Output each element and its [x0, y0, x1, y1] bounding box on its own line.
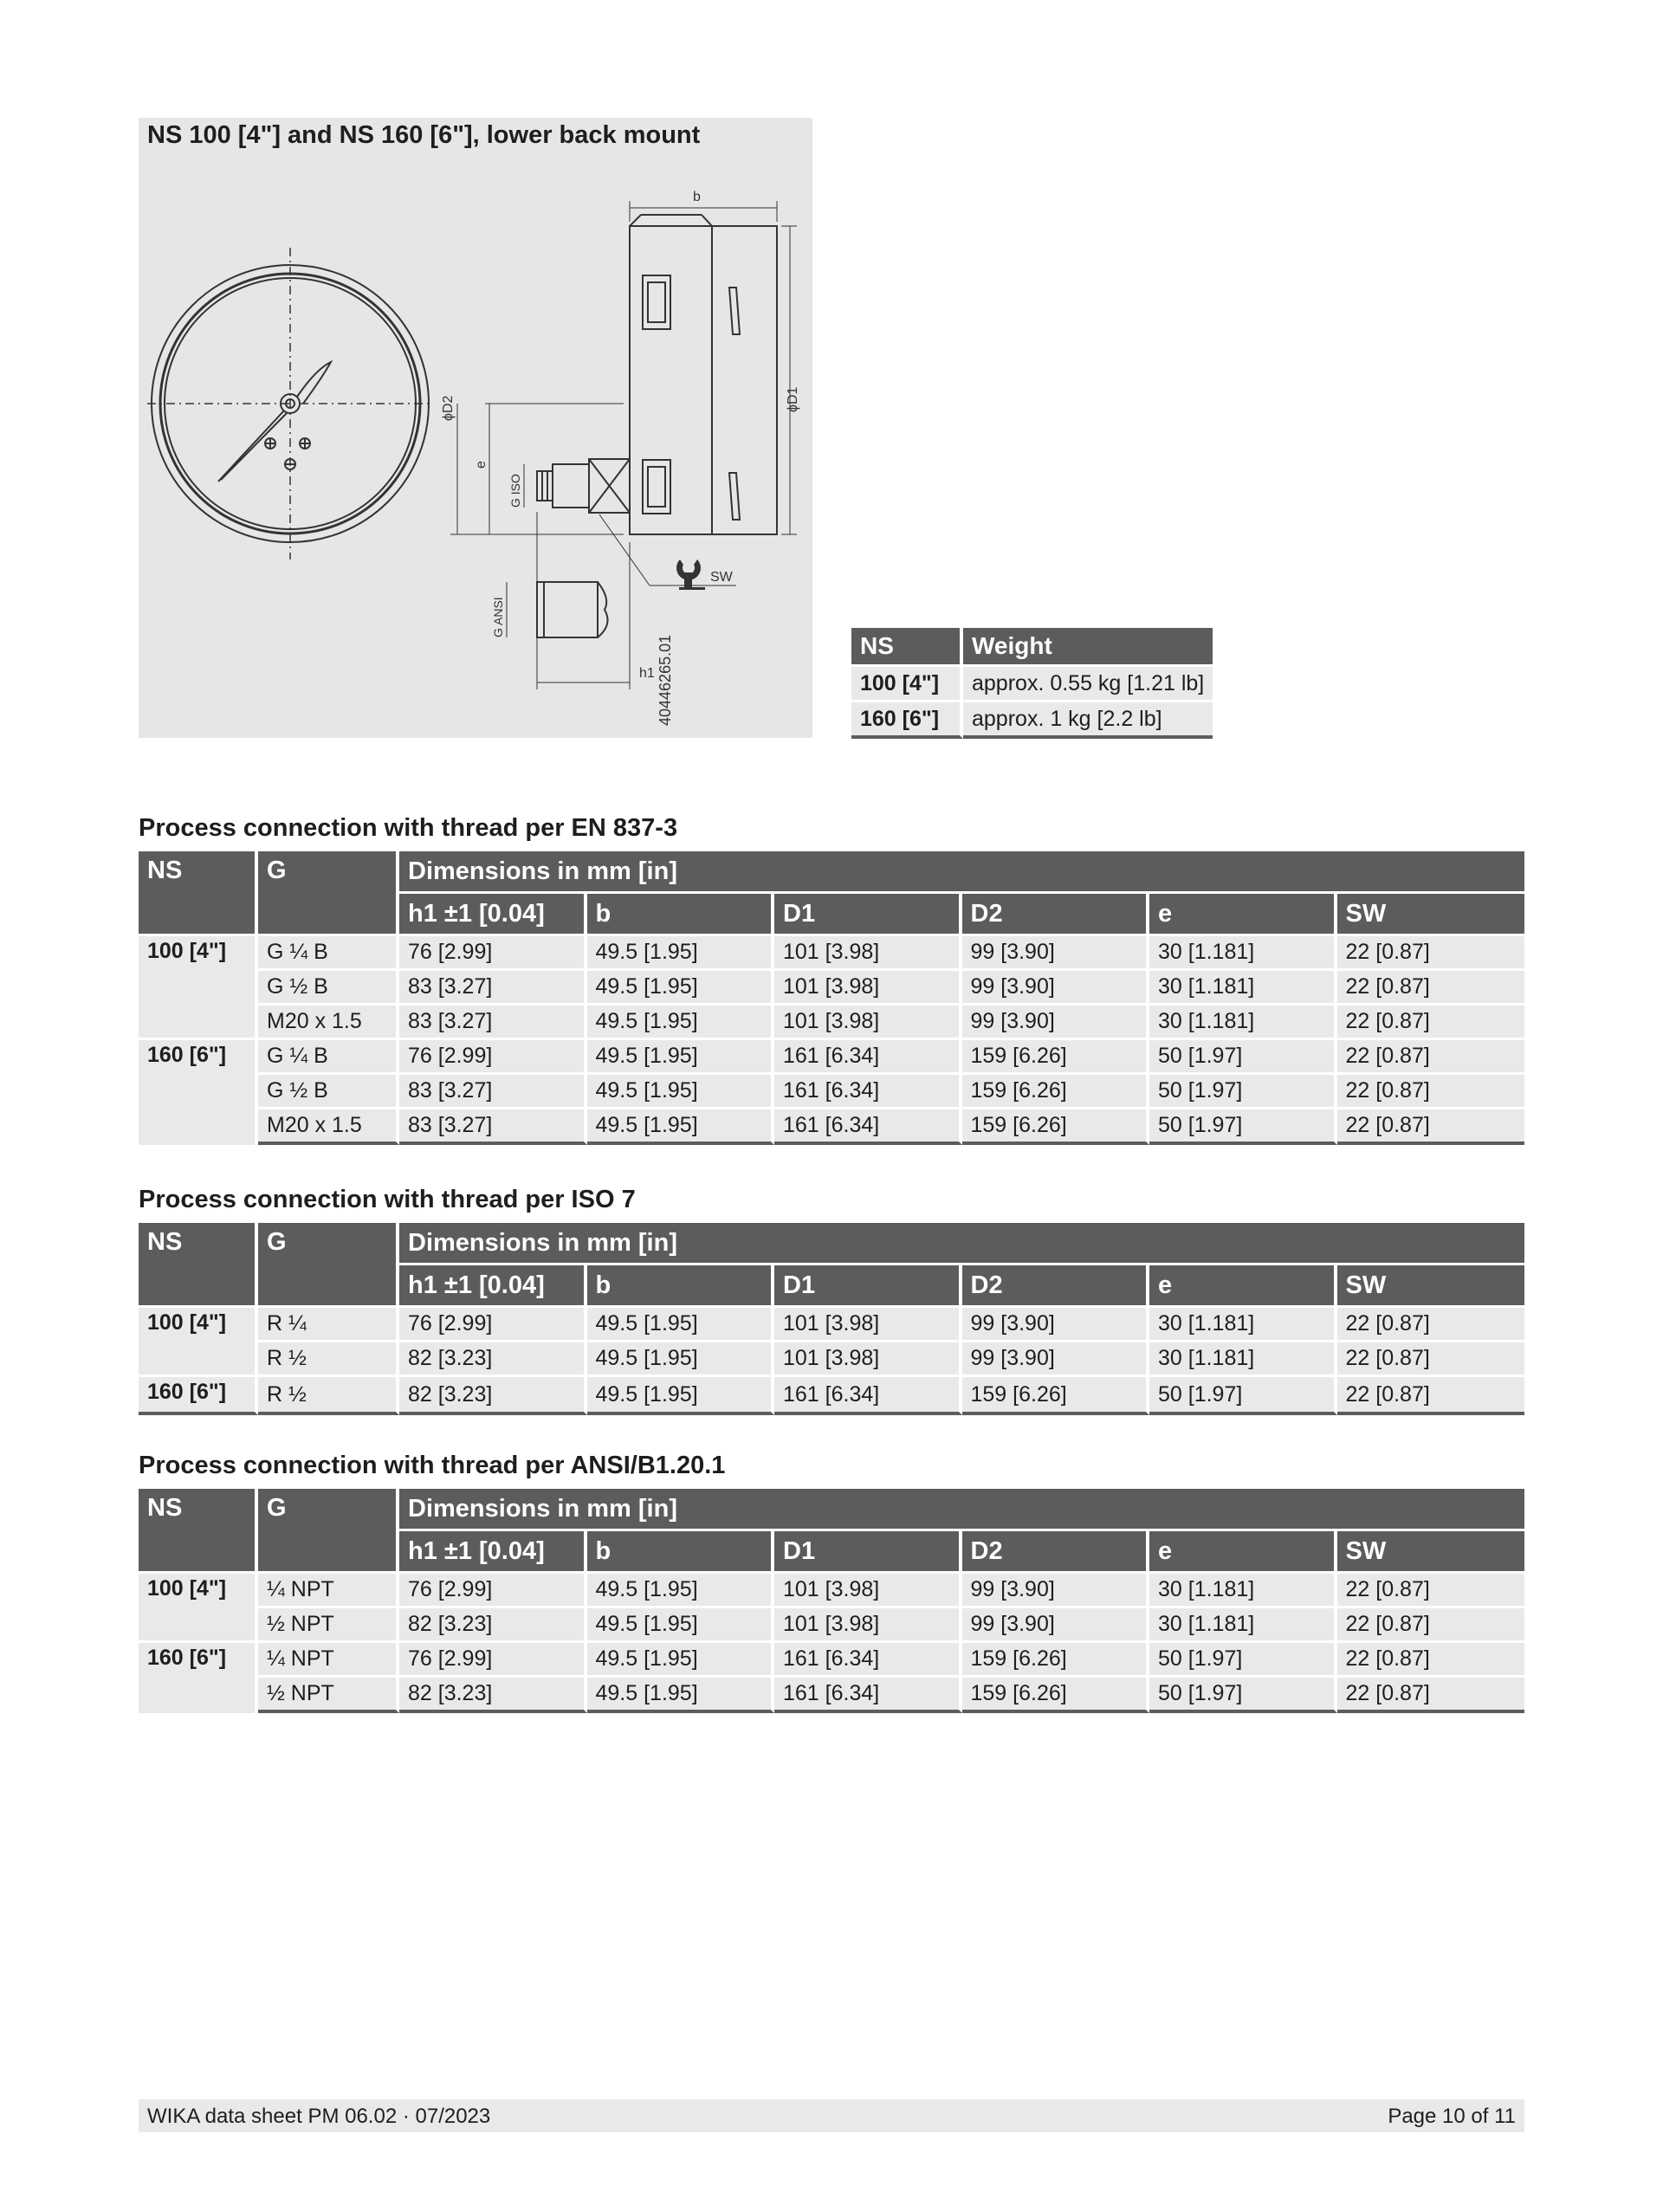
dimensions-table-ansi: [139, 1489, 1524, 1713]
ns-cell: 160 [6"]: [139, 1640, 258, 1713]
header-dimensions: Dimensions in mm [in]: [399, 851, 1524, 891]
table-cell: G ½ B: [258, 968, 399, 1003]
table-cell: 99 [3.90]: [962, 1340, 1150, 1374]
table-cell: 30 [1.181]: [1149, 934, 1337, 968]
table-cell: 30 [1.181]: [1149, 1003, 1337, 1038]
table-cell: 22 [0.87]: [1337, 1374, 1525, 1415]
gauge-dimension-drawing: [139, 118, 812, 738]
header-dimensions: Dimensions in mm [in]: [399, 1223, 1524, 1263]
table-cell: 159 [6.26]: [962, 1374, 1150, 1415]
table-cell: G ¼ B: [258, 1038, 399, 1072]
header-h1: h1 ±1 [0.04]: [399, 1529, 587, 1571]
table-cell: ¼ NPT: [258, 1571, 399, 1606]
section-title-en837: Process connection with thread per EN 837-3: [139, 814, 678, 842]
weight-table: [851, 628, 1213, 739]
table-cell: 49.5 [1.95]: [587, 1675, 775, 1713]
table-cell: 159 [6.26]: [962, 1640, 1150, 1675]
table-cell: 22 [0.87]: [1337, 968, 1525, 1003]
table-cell: 76 [2.99]: [399, 1640, 587, 1675]
header-sw: SW: [1337, 1263, 1525, 1305]
table-cell: 30 [1.181]: [1149, 1340, 1337, 1374]
header-h1: h1 ±1 [0.04]: [399, 891, 587, 934]
table-cell: R ¼: [258, 1305, 399, 1340]
table-cell: 22 [0.87]: [1337, 1340, 1525, 1374]
weight-value-cell: approx. 0.55 kg [1.21 lb]: [963, 664, 1213, 700]
ns-cell: 160 [6"]: [139, 1038, 258, 1145]
table-cell: 50 [1.97]: [1149, 1038, 1337, 1072]
table-cell: 49.5 [1.95]: [587, 1072, 775, 1107]
table-cell: 101 [3.98]: [774, 1571, 962, 1606]
table-cell: 49.5 [1.95]: [587, 1374, 775, 1415]
table-cell: 22 [0.87]: [1337, 1072, 1525, 1107]
table-cell: 49.5 [1.95]: [587, 934, 775, 968]
table-cell: 83 [3.27]: [399, 968, 587, 1003]
section-title-ansi: Process connection with thread per ANSI/B1.20.1: [139, 1452, 726, 1479]
table-cell: 22 [0.87]: [1337, 1305, 1525, 1340]
table-cell: 22 [0.87]: [1337, 1038, 1525, 1072]
dimensions-table-en837: [139, 851, 1524, 1145]
table-cell: 49.5 [1.95]: [587, 968, 775, 1003]
table-cell: 49.5 [1.95]: [587, 1107, 775, 1145]
table-cell: 22 [0.87]: [1337, 1640, 1525, 1675]
table-cell: 101 [3.98]: [774, 1003, 962, 1038]
table-cell: R ½: [258, 1340, 399, 1374]
drawing-title: NS 100 [4"] and NS 160 [6"], lower back mount: [147, 121, 701, 149]
table-cell: 30 [1.181]: [1149, 1305, 1337, 1340]
table-cell: 49.5 [1.95]: [587, 1571, 775, 1606]
header-ns: NS: [139, 851, 258, 934]
dim-label-b: b: [693, 190, 701, 204]
dim-label-sw: SW: [710, 570, 733, 585]
table-cell: 30 [1.181]: [1149, 968, 1337, 1003]
table-cell: 161 [6.34]: [774, 1072, 962, 1107]
page-footer: [139, 2099, 1524, 2132]
table-cell: 22 [0.87]: [1337, 1107, 1525, 1145]
ns-cell: 100 [4"]: [139, 1571, 258, 1640]
ns-cell: 100 [4"]: [139, 1305, 258, 1374]
table-cell: 161 [6.34]: [774, 1038, 962, 1072]
table-cell: R ½: [258, 1374, 399, 1415]
drawing-code: 40446265.01: [657, 634, 674, 726]
header-h1: h1 ±1 [0.04]: [399, 1263, 587, 1305]
header-ns: NS: [139, 1489, 258, 1571]
table-cell: 50 [1.97]: [1149, 1675, 1337, 1713]
table-cell: 161 [6.34]: [774, 1374, 962, 1415]
weight-header-weight: Weight: [963, 628, 1213, 664]
table-row: [139, 1340, 1524, 1374]
table-row: [139, 1305, 1524, 1340]
table-row: [851, 700, 1213, 739]
table-row: [139, 1038, 1524, 1072]
weight-ns-cell: 100 [4"]: [851, 664, 963, 700]
header-e: e: [1149, 891, 1337, 934]
table-cell: 49.5 [1.95]: [587, 1038, 775, 1072]
table-cell: 76 [2.99]: [399, 1571, 587, 1606]
header-sw: SW: [1337, 891, 1525, 934]
table-cell: 99 [3.90]: [962, 1003, 1150, 1038]
table-cell: 99 [3.90]: [962, 934, 1150, 968]
table-cell: 161 [6.34]: [774, 1107, 962, 1145]
footer-page-number: Page 10 of 11: [1388, 2105, 1516, 2128]
dimensions-table-iso7: [139, 1223, 1524, 1415]
header-dimensions: Dimensions in mm [in]: [399, 1489, 1524, 1529]
table-cell: 76 [2.99]: [399, 1038, 587, 1072]
header-ns: NS: [139, 1223, 258, 1305]
table-cell: 50 [1.97]: [1149, 1640, 1337, 1675]
table-cell: 50 [1.97]: [1149, 1072, 1337, 1107]
header-d2: D2: [962, 891, 1150, 934]
table-cell: ½ NPT: [258, 1675, 399, 1713]
table-cell: ½ NPT: [258, 1606, 399, 1640]
drawing-panel: [139, 118, 812, 738]
table-row: [139, 1571, 1524, 1606]
dim-label-g-iso: G ISO: [508, 474, 522, 508]
table-cell: 101 [3.98]: [774, 934, 962, 968]
table-cell: 50 [1.97]: [1149, 1107, 1337, 1145]
table-cell: 49.5 [1.95]: [587, 1340, 775, 1374]
table-cell: 82 [3.23]: [399, 1606, 587, 1640]
dim-label-g-ansi: G ANSI: [491, 597, 505, 637]
table-cell: 22 [0.87]: [1337, 1571, 1525, 1606]
table-cell: 22 [0.87]: [1337, 934, 1525, 968]
table-cell: 83 [3.27]: [399, 1072, 587, 1107]
section-title-iso7: Process connection with thread per ISO 7: [139, 1186, 636, 1213]
ns-cell: 100 [4"]: [139, 934, 258, 1038]
table-cell: 159 [6.26]: [962, 1038, 1150, 1072]
weight-ns-cell: 160 [6"]: [851, 700, 963, 739]
table-row: [139, 1003, 1524, 1038]
table-cell: 76 [2.99]: [399, 1305, 587, 1340]
dim-label-d1: ϕD1: [786, 386, 800, 412]
header-d2: D2: [962, 1263, 1150, 1305]
table-cell: 76 [2.99]: [399, 934, 587, 968]
table-row: [139, 1107, 1524, 1145]
table-cell: 82 [3.23]: [399, 1675, 587, 1713]
table-row: [139, 1675, 1524, 1713]
table-cell: 99 [3.90]: [962, 1606, 1150, 1640]
header-e: e: [1149, 1529, 1337, 1571]
table-cell: 99 [3.90]: [962, 1571, 1150, 1606]
table-cell: 83 [3.27]: [399, 1003, 587, 1038]
table-cell: 22 [0.87]: [1337, 1606, 1525, 1640]
table-cell: 161 [6.34]: [774, 1640, 962, 1675]
ns-cell: 160 [6"]: [139, 1374, 258, 1415]
header-d1: D1: [774, 891, 962, 934]
header-sw: SW: [1337, 1529, 1525, 1571]
table-cell: ¼ NPT: [258, 1640, 399, 1675]
table-row: [139, 968, 1524, 1003]
table-cell: 49.5 [1.95]: [587, 1606, 775, 1640]
header-g: G: [258, 1489, 399, 1571]
table-cell: 49.5 [1.95]: [587, 1640, 775, 1675]
table-cell: M20 x 1.5: [258, 1107, 399, 1145]
table-cell: 50 [1.97]: [1149, 1374, 1337, 1415]
header-d2: D2: [962, 1529, 1150, 1571]
table-cell: 101 [3.98]: [774, 1305, 962, 1340]
table-cell: 22 [0.87]: [1337, 1003, 1525, 1038]
table-cell: 101 [3.98]: [774, 1606, 962, 1640]
table-cell: G ¼ B: [258, 934, 399, 968]
table-cell: G ½ B: [258, 1072, 399, 1107]
table-cell: 161 [6.34]: [774, 1675, 962, 1713]
table-cell: 159 [6.26]: [962, 1072, 1150, 1107]
header-e: e: [1149, 1263, 1337, 1305]
table-row: [139, 1640, 1524, 1675]
header-g: G: [258, 851, 399, 934]
header-d1: D1: [774, 1529, 962, 1571]
table-cell: 101 [3.98]: [774, 1340, 962, 1374]
table-cell: 30 [1.181]: [1149, 1571, 1337, 1606]
table-cell: 49.5 [1.95]: [587, 1305, 775, 1340]
table-row: [139, 1374, 1524, 1415]
header-b: b: [587, 1263, 775, 1305]
table-cell: M20 x 1.5: [258, 1003, 399, 1038]
table-cell: 99 [3.90]: [962, 1305, 1150, 1340]
table-cell: 159 [6.26]: [962, 1107, 1150, 1145]
table-cell: 82 [3.23]: [399, 1374, 587, 1415]
dim-label-e: e: [474, 461, 489, 469]
table-cell: 101 [3.98]: [774, 968, 962, 1003]
dim-label-h1: h1: [639, 666, 655, 681]
table-cell: 30 [1.181]: [1149, 1606, 1337, 1640]
table-row: [851, 664, 1213, 700]
table-row: [139, 1072, 1524, 1107]
table-cell: 49.5 [1.95]: [587, 1003, 775, 1038]
table-row: [139, 1606, 1524, 1640]
weight-value-cell: approx. 1 kg [2.2 lb]: [963, 700, 1213, 739]
weight-header-ns: NS: [851, 628, 963, 664]
table-cell: 82 [3.23]: [399, 1340, 587, 1374]
table-row: [139, 934, 1524, 968]
table-cell: 159 [6.26]: [962, 1675, 1150, 1713]
table-cell: 99 [3.90]: [962, 968, 1150, 1003]
table-cell: 83 [3.27]: [399, 1107, 587, 1145]
table-cell: 22 [0.87]: [1337, 1675, 1525, 1713]
header-b: b: [587, 891, 775, 934]
header-g: G: [258, 1223, 399, 1305]
header-d1: D1: [774, 1263, 962, 1305]
header-b: b: [587, 1529, 775, 1571]
dim-label-d2: ϕD2: [441, 395, 456, 421]
footer-datasheet-ref: WIKA data sheet PM 06.02 · 07/2023: [147, 2105, 491, 2128]
